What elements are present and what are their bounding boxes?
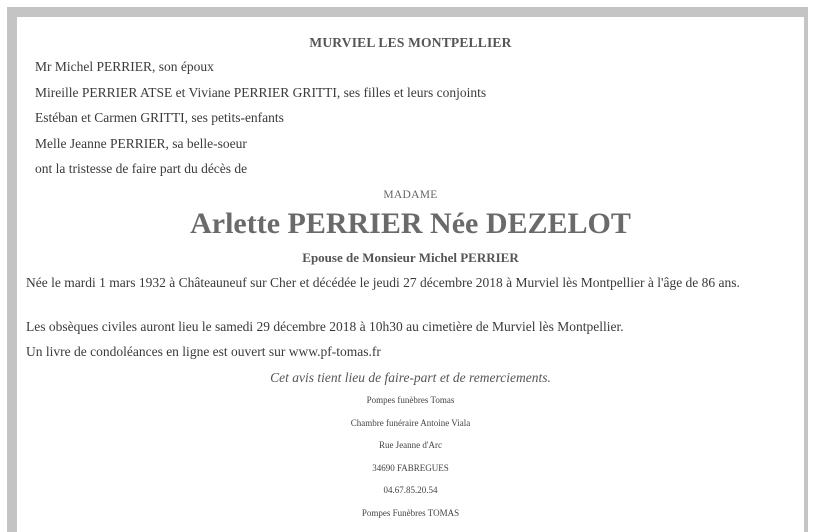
footer-signature: Pompes Funèbres TOMAS bbox=[361, 507, 460, 518]
birth-death-text: Née le mardi 1 mars 1932 à Châteauneuf sur Cher et décédée le jeudi 27 décembre 2018 à Murviel lès Montpellier à l'âge de 86 ans. bbox=[26, 275, 740, 290]
family-line-grandchildren: Estéban et Carmen GRITTI, ses petits-enfants bbox=[35, 110, 284, 126]
footer-chamber: Chambre funéraire Antoine Viala bbox=[350, 417, 471, 428]
deceased-name: Arlette PERRIER Née DEZELOT bbox=[190, 207, 631, 240]
death-notice bbox=[17, 17, 804, 532]
footer-city: 34690 FABREGUES bbox=[372, 462, 449, 473]
family-line-husband: Mr Michel PERRIER, son époux bbox=[35, 59, 214, 74]
deceased-subtitle: Epouse de Monsieur Michel PERRIER bbox=[302, 250, 519, 265]
funeral-text: Les obsèques civiles auront lieu le samedi 29 décembre 2018 à 10h30 au cimetière de Murviel lès Montpellier. bbox=[26, 319, 624, 334]
family-line-daughters: Mireille PERRIER ATSE et Viviane PERRIER GRITTI, ses filles et leurs conjoints bbox=[35, 84, 487, 100]
family-line-sister-in-law: Melle Jeanne PERRIER, sa belle-soeur bbox=[35, 135, 247, 151]
deceased-title: MADAME bbox=[383, 189, 438, 201]
notice-frame bbox=[7, 7, 808, 532]
funeral-home-footer bbox=[17, 394, 804, 530]
footer-street: Rue Jeanne d'Arc bbox=[378, 440, 443, 451]
footer-phone: 04.67.85.20.54 bbox=[383, 485, 438, 496]
notice-place: MURVIEL LES MONTPELLIER bbox=[309, 35, 512, 50]
condolences-text: Un livre de condoléances en ligne est ouvert sur www.pf-tomas.fr bbox=[26, 344, 381, 359]
footer-company: Pompes funèbres Tomas bbox=[366, 395, 455, 405]
notice-remark: Cet avis tient lieu de faire-part et de remerciements. bbox=[270, 370, 551, 385]
family-line-announcement: ont la tristesse de faire part du décès de bbox=[35, 161, 248, 177]
family-list bbox=[35, 59, 795, 187]
